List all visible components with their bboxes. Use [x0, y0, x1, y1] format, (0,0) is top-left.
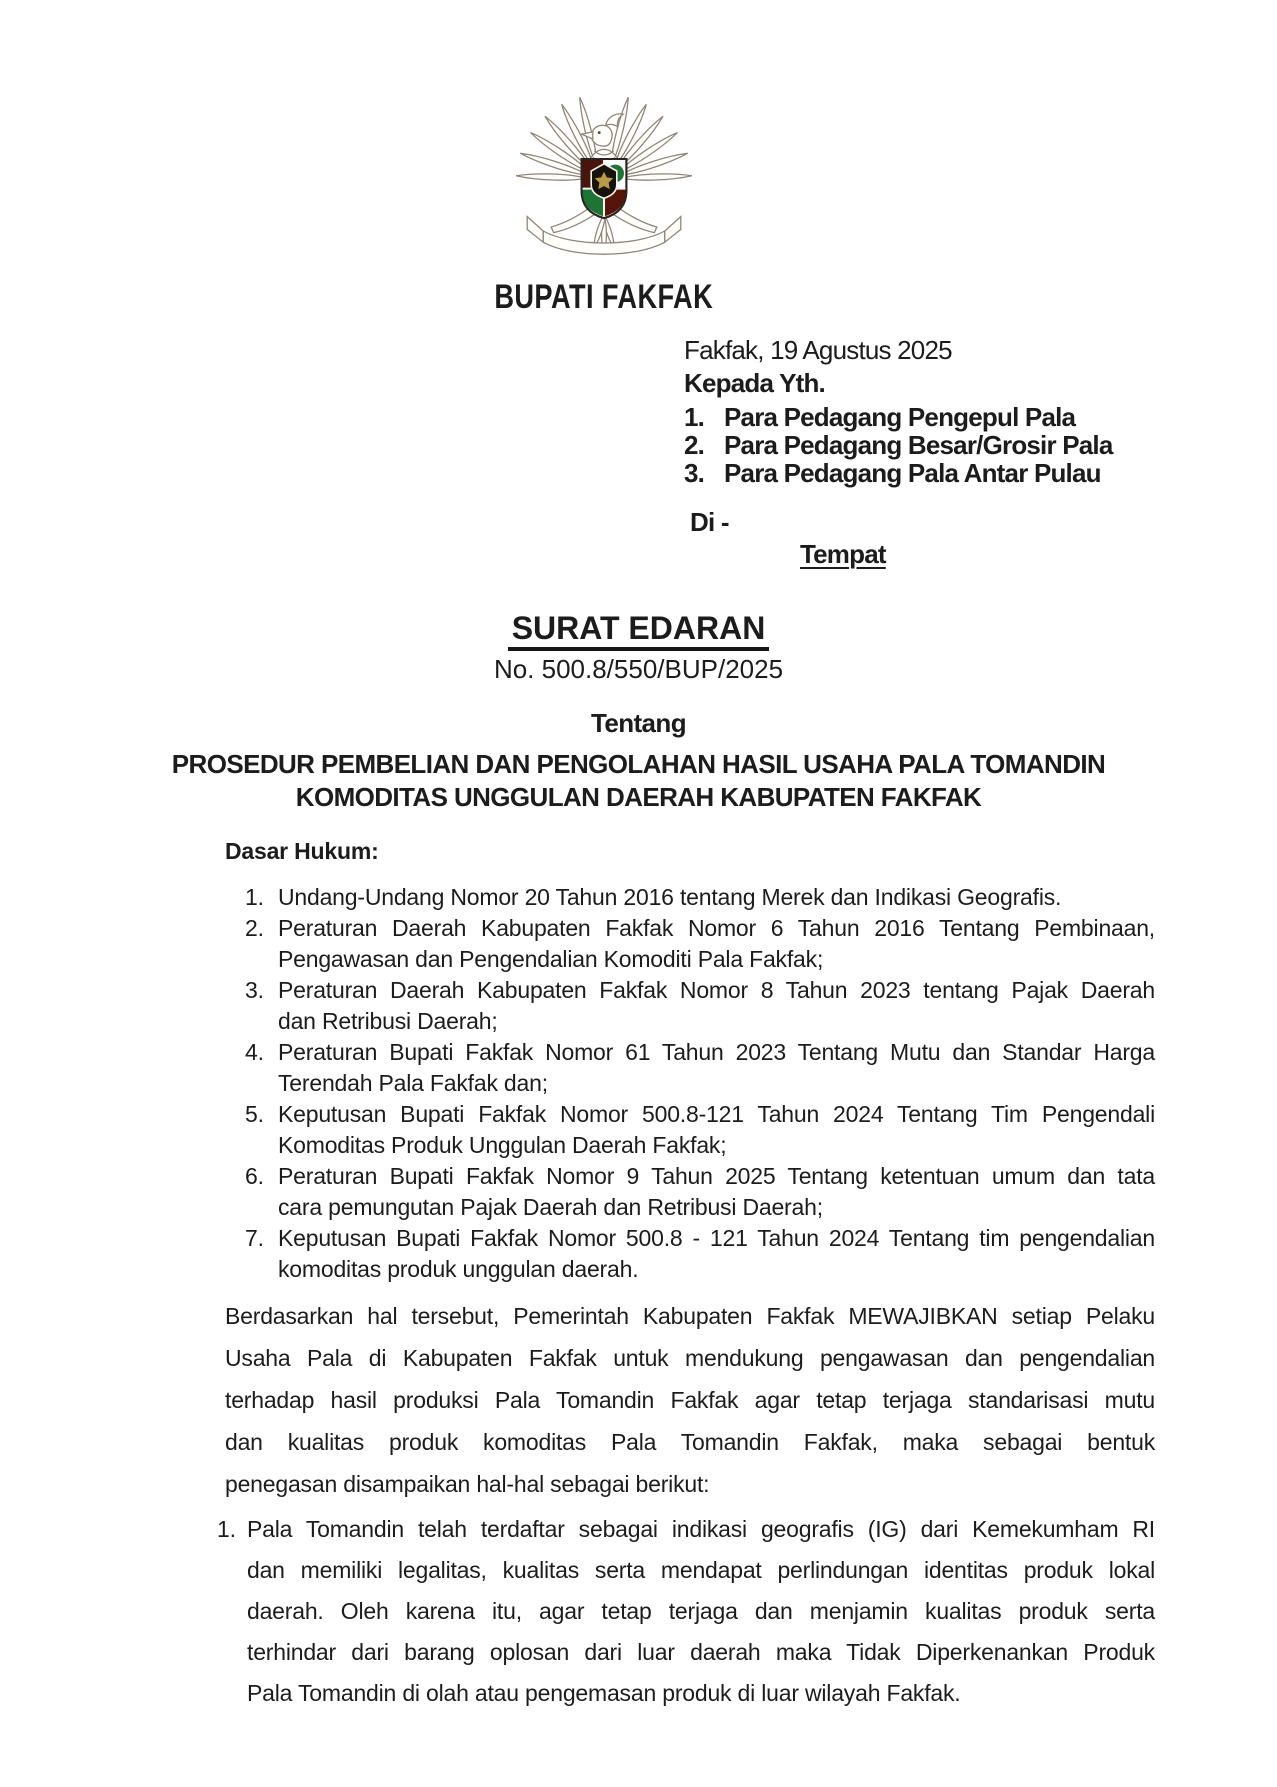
recipient-item [684, 459, 1113, 487]
legal-basis-item [245, 1161, 1155, 1223]
item-text: Peraturan Bupati Fakfak Nomor 9 Tahun 2025 Tentang ketentuan umum dan tata [278, 1163, 1155, 1189]
item-text: cara pemungutan Pajak Daerah dan Retribusi Daerah; [278, 1194, 823, 1220]
salutation: Kepada Yth. [684, 368, 825, 398]
di-label: Di - [690, 507, 729, 537]
points-list [217, 1509, 1155, 1714]
item-text: Undang-Undang Nomor 20 Tahun 2016 tentang Merek dan Indikasi Geografis. [278, 884, 1062, 910]
letterhead [0, 0, 1277, 317]
about-label: Tentang [591, 708, 686, 738]
title-block [0, 612, 1277, 814]
recipient-label: Para Pedagang Besar/Grosir Pala [724, 430, 1113, 460]
address-block [684, 336, 1113, 568]
point-text: daerah. Oleh karena itu, agar tetap terjaga dan menjamin kualitas produk serta [247, 1598, 1155, 1624]
recipient-label: Para Pedagang Pengepul Pala [724, 402, 1076, 432]
recipient-item [684, 403, 1113, 431]
paragraph-line: Berdasarkan hal tersebut, Pemerintah Kabupaten Fakfak MEWAJIBKAN setiap Pelaku [225, 1303, 1155, 1329]
subject-line-2: KOMODITAS UNGGULAN DAERAH KABUPATEN FAKFAK [295, 782, 982, 812]
legal-basis-item [245, 1223, 1155, 1285]
legal-basis-item [245, 1037, 1155, 1099]
point-text: Pala Tomandin di olah atau pengemasan produk di luar wilayah Fakfak. [247, 1680, 961, 1706]
item-text: Peraturan Daerah Kabupaten Fakfak Nomor 8 Tahun 2023 tentang Pajak Daerah [278, 977, 1155, 1003]
recipient-number: 2. [684, 430, 705, 460]
legal-basis-heading: Dasar Hukum: [225, 838, 379, 864]
item-text: Keputusan Bupati Fakfak Nomor 500.8 - 121 Tahun 2024 Tentang tim pengendalian [278, 1225, 1155, 1251]
recipient-label: Para Pedagang Pala Antar Pulau [724, 458, 1101, 488]
point-text: terhindar dari barang oplosan dari luar daerah maka Tidak Diperkenankan Produk [247, 1639, 1155, 1665]
recipient-number: 1. [684, 402, 705, 432]
point-item [217, 1509, 1155, 1714]
legal-basis-item [245, 882, 1155, 913]
pancasila-shield [581, 159, 626, 218]
legal-basis-list [245, 882, 1155, 1285]
point-number: 1. [217, 1516, 236, 1542]
legal-basis-item [245, 975, 1155, 1037]
recipient-number: 3. [684, 458, 705, 488]
letter-subject [0, 748, 1277, 814]
item-text: Terendah Pala Fakfak dan; [278, 1070, 548, 1096]
letter-body [217, 836, 1155, 1714]
item-number: 2. [245, 915, 264, 941]
letter-date: Fakfak, 19 Agustus 2025 [684, 335, 952, 365]
paragraph-line: dan kualitas produk komoditas Pala Tomandin Fakfak, maka sebagai bentuk [225, 1429, 1155, 1455]
item-number: 7. [245, 1225, 264, 1251]
letterhead-title: BUPATI FAKFAK [494, 278, 713, 316]
recipient-list [684, 403, 1113, 487]
item-text: Peraturan Daerah Kabupaten Fakfak Nomor 6 Tahun 2016 Tentang Pembinaan, [278, 915, 1155, 941]
point-text: Pala Tomandin telah terdaftar sebagai indikasi geografis (IG) dari Kemekumham RI [247, 1516, 1155, 1542]
recipient-item [684, 431, 1113, 459]
tempat-label: Tempat [800, 539, 886, 569]
item-text: komoditas produk unggulan daerah. [278, 1256, 639, 1282]
point-text: dan memiliki legalitas, kualitas serta mendapat perlindungan identitas produk lokal [247, 1557, 1155, 1583]
item-number: 4. [245, 1039, 264, 1065]
paragraph-line: penegasan disampaikan hal-hal sebagai berikut: [225, 1471, 710, 1497]
letter-number: No. 500.8/550/BUP/2025 [493, 654, 784, 684]
paragraph-line: Usaha Pala di Kabupaten Fakfak untuk mendukung pengawasan dan pengendalian [225, 1345, 1155, 1371]
item-number: 6. [245, 1163, 264, 1189]
garuda-pancasila-emblem [516, 88, 692, 270]
item-text: Keputusan Bupati Fakfak Nomor 500.8-121 Tahun 2024 Tentang Tim Pengendali [278, 1101, 1155, 1127]
paragraph-line: terhadap hasil produksi Pala Tomandin Fakfak agar tetap terjaga standarisasi mutu [225, 1387, 1155, 1413]
opening-paragraph [225, 1295, 1155, 1505]
item-number: 5. [245, 1101, 264, 1127]
subject-line-1: PROSEDUR PEMBELIAN DAN PENGOLAHAN HASIL USAHA PALA TOMANDIN [171, 749, 1106, 779]
item-text: Komoditas Produk Unggulan Daerah Fakfak; [278, 1132, 727, 1158]
item-text: Pengawasan dan Pengendalian Komoditi Pala Fakfak; [278, 946, 824, 972]
item-text: Peraturan Bupati Fakfak Nomor 61 Tahun 2023 Tentang Mutu dan Standar Harga [278, 1039, 1155, 1065]
item-number: 3. [245, 977, 264, 1003]
item-text: dan Retribusi Daerah; [278, 1008, 498, 1034]
item-number: 1. [245, 884, 264, 910]
legal-basis-item [245, 1099, 1155, 1161]
legal-basis-item [245, 913, 1155, 975]
letter-title: SURAT EDARAN [508, 612, 770, 651]
